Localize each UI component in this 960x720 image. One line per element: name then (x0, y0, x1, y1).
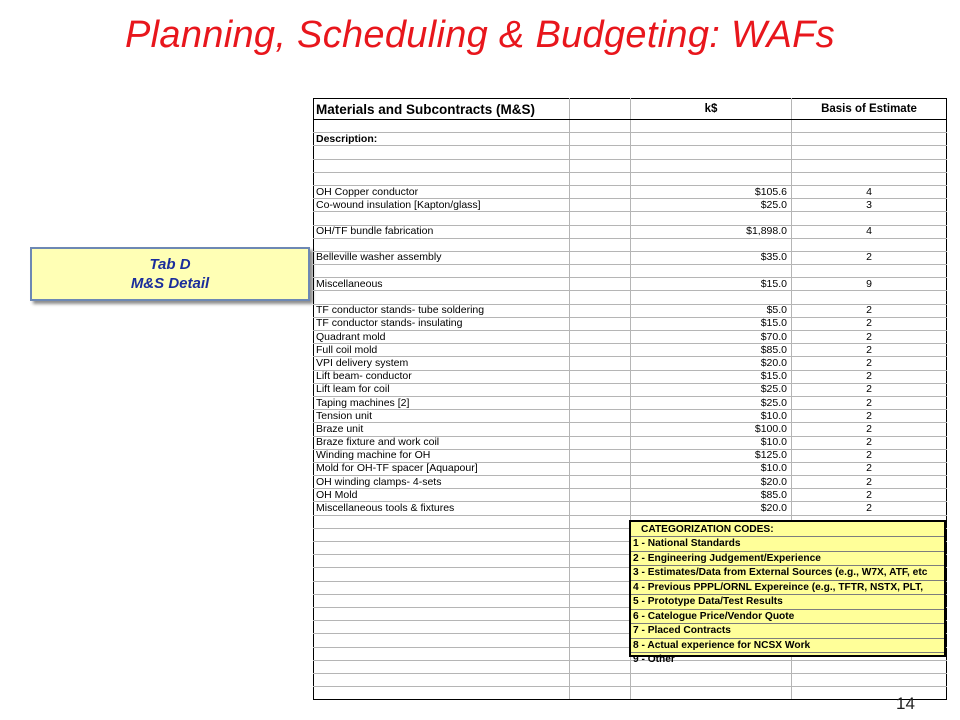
k-dollar-cell: $10.0 (631, 436, 792, 449)
category-code-item: 8 - Actual experience for NCSX Work (631, 638, 944, 653)
k-dollar-cell: $100.0 (631, 423, 792, 436)
k-dollar-cell: $15.0 (631, 278, 792, 291)
table-row (314, 449, 947, 462)
empty-cell (570, 502, 631, 515)
empty-cell (570, 555, 631, 568)
item-cell (314, 687, 570, 700)
header-empty-cell (570, 99, 631, 120)
table-row (314, 225, 947, 238)
table-row (314, 344, 947, 357)
empty-cell (570, 515, 631, 528)
basis-cell (792, 212, 947, 225)
basis-cell (792, 673, 947, 686)
empty-cell (570, 331, 631, 344)
item-cell (314, 172, 570, 185)
basis-cell: 2 (792, 423, 947, 436)
empty-cell (570, 383, 631, 396)
item-cell: TF conductor stands- tube soldering (314, 304, 570, 317)
table-row (314, 462, 947, 475)
empty-cell (570, 159, 631, 172)
item-cell: VPI delivery system (314, 357, 570, 370)
k-dollar-cell (631, 687, 792, 700)
k-dollar-cell: $15.0 (631, 370, 792, 383)
empty-cell (570, 687, 631, 700)
basis-cell: 2 (792, 449, 947, 462)
empty-cell (570, 621, 631, 634)
page-number: 14 (896, 694, 915, 713)
basis-cell: 2 (792, 476, 947, 489)
category-code-item: 4 - Previous PPPL/ORNL Expereince (e.g., TFTR, NSTX, PLT, (631, 580, 944, 595)
empty-cell (570, 528, 631, 541)
item-cell: Tension unit (314, 410, 570, 423)
k-dollar-cell (631, 265, 792, 278)
empty-cell (570, 291, 631, 304)
empty-cell (570, 423, 631, 436)
k-dollar-cell (631, 172, 792, 185)
k-dollar-header: k$ (631, 99, 792, 120)
k-dollar-cell (631, 146, 792, 159)
category-code-item: 2 - Engineering Judgement/Experience (631, 551, 944, 566)
empty-cell (570, 317, 631, 330)
callout-line-1: Tab D (149, 256, 191, 273)
empty-cell (570, 436, 631, 449)
k-dollar-cell: $25.0 (631, 396, 792, 409)
basis-cell: 2 (792, 462, 947, 475)
item-cell: TF conductor stands- insulating (314, 317, 570, 330)
empty-cell (570, 462, 631, 475)
empty-cell (570, 489, 631, 502)
basis-cell: 2 (792, 357, 947, 370)
slide-title: Planning, Scheduling & Budgeting: WAFs (125, 14, 835, 56)
item-cell: Co-wound insulation [Kapton/glass] (314, 199, 570, 212)
callout-line-2: M&S Detail (130, 275, 210, 292)
basis-cell (792, 238, 947, 251)
empty-cell (570, 370, 631, 383)
table-row (314, 673, 947, 686)
description-row (314, 133, 947, 146)
item-cell (314, 542, 570, 555)
table-row (314, 185, 947, 198)
k-dollar-cell: $25.0 (631, 383, 792, 396)
k-dollar-cell: $20.0 (631, 476, 792, 489)
item-cell (314, 594, 570, 607)
table-row (314, 304, 947, 317)
item-cell (314, 265, 570, 278)
item-cell (314, 212, 570, 225)
basis-cell: 2 (792, 502, 947, 515)
item-cell: Lift beam- conductor (314, 370, 570, 383)
item-cell (314, 607, 570, 620)
item-cell: Miscellaneous tools & fixtures (314, 502, 570, 515)
basis-cell: 2 (792, 251, 947, 264)
item-cell (314, 647, 570, 660)
empty-cell (570, 410, 631, 423)
item-cell: OH/TF bundle fabrication (314, 225, 570, 238)
empty-cell (570, 344, 631, 357)
table-row (314, 489, 947, 502)
item-cell (314, 515, 570, 528)
k-dollar-cell: $20.0 (631, 502, 792, 515)
item-cell: Braze unit (314, 423, 570, 436)
basis-cell: 2 (792, 396, 947, 409)
k-dollar-cell (631, 673, 792, 686)
category-code-item: 6 - Catelogue Price/Vendor Quote (631, 609, 944, 624)
item-cell (314, 146, 570, 159)
basis-header: Basis of Estimate (792, 99, 947, 120)
item-cell: Lift leam for coil (314, 383, 570, 396)
empty-cell (570, 199, 631, 212)
item-cell: OH winding clamps- 4-sets (314, 476, 570, 489)
k-dollar-cell: $20.0 (631, 357, 792, 370)
basis-cell (792, 291, 947, 304)
table-row (314, 370, 947, 383)
item-cell (314, 634, 570, 647)
k-dollar-cell (631, 159, 792, 172)
empty-cell (570, 238, 631, 251)
table-row (314, 199, 947, 212)
empty-cell (570, 542, 631, 555)
basis-cell: 4 (792, 225, 947, 238)
k-dollar-cell: $125.0 (631, 449, 792, 462)
table-row (314, 357, 947, 370)
k-dollar-cell: $85.0 (631, 489, 792, 502)
basis-cell: 2 (792, 317, 947, 330)
k-dollar-cell: $15.0 (631, 317, 792, 330)
k-dollar-cell: $85.0 (631, 344, 792, 357)
item-cell: Mold for OH-TF spacer [Aquapour] (314, 462, 570, 475)
empty-cell (570, 357, 631, 370)
basis-cell: 2 (792, 410, 947, 423)
basis-cell: 3 (792, 199, 947, 212)
k-dollar-cell: $1,898.0 (631, 225, 792, 238)
basis-cell: 2 (792, 436, 947, 449)
empty-cell (570, 185, 631, 198)
k-dollar-cell (631, 212, 792, 225)
category-code-item: 1 - National Standards (631, 536, 944, 551)
basis-cell (792, 159, 947, 172)
item-cell: Braze fixture and work coil (314, 436, 570, 449)
table-row (314, 476, 947, 489)
item-cell (314, 159, 570, 172)
k-dollar-cell: $10.0 (631, 410, 792, 423)
item-cell (314, 291, 570, 304)
basis-cell (792, 687, 947, 700)
empty-cell (570, 607, 631, 620)
sheet-title-cell: Materials and Subcontracts (M&S) (314, 99, 570, 120)
empty-cell (570, 251, 631, 264)
item-cell (314, 555, 570, 568)
empty-cell (570, 278, 631, 291)
basis-cell (792, 146, 947, 159)
table-row (314, 278, 947, 291)
category-code-item: 9 - Other (631, 652, 944, 667)
table-row (314, 251, 947, 264)
table-row (314, 331, 947, 344)
categorization-title: CATEGORIZATION CODES: (641, 524, 774, 535)
category-code-item: 5 - Prototype Data/Test Results (631, 594, 944, 609)
table-row (314, 436, 947, 449)
basis-cell (792, 265, 947, 278)
category-code-item: 7 - Placed Contracts (631, 623, 944, 638)
description-label: Description: (314, 133, 570, 146)
k-dollar-cell (631, 291, 792, 304)
item-cell: Taping machines [2] (314, 396, 570, 409)
table-row (314, 172, 947, 185)
item-cell (314, 568, 570, 581)
table-row (314, 291, 947, 304)
empty-cell (570, 581, 631, 594)
categorization-codes-box (629, 520, 946, 665)
empty-cell (570, 634, 631, 647)
table-row (314, 159, 947, 172)
k-dollar-cell: $105.6 (631, 185, 792, 198)
basis-cell: 2 (792, 489, 947, 502)
item-cell: Winding machine for OH (314, 449, 570, 462)
basis-cell: 4 (792, 185, 947, 198)
k-dollar-cell: $5.0 (631, 304, 792, 317)
k-dollar-cell: $35.0 (631, 251, 792, 264)
empty-cell (570, 146, 631, 159)
sheet-header-row (314, 99, 947, 120)
basis-cell: 2 (792, 331, 947, 344)
empty-cell (570, 647, 631, 660)
k-dollar-cell: $70.0 (631, 331, 792, 344)
k-dollar-cell: $10.0 (631, 462, 792, 475)
item-cell: Quadrant mold (314, 331, 570, 344)
item-cell: Full coil mold (314, 344, 570, 357)
categorization-list (631, 536, 944, 667)
table-row (314, 265, 947, 278)
item-cell: OH Copper conductor (314, 185, 570, 198)
empty-cell (570, 304, 631, 317)
item-cell (314, 238, 570, 251)
item-cell (314, 621, 570, 634)
item-cell: Belleville washer assembly (314, 251, 570, 264)
table-row (314, 317, 947, 330)
k-dollar-cell (631, 238, 792, 251)
item-cell (314, 581, 570, 594)
table-row (314, 687, 947, 700)
empty-cell (570, 212, 631, 225)
empty-cell (570, 673, 631, 686)
empty-cell (570, 568, 631, 581)
item-cell: Miscellaneous (314, 278, 570, 291)
basis-cell: 2 (792, 370, 947, 383)
category-code-item: 3 - Estimates/Data from External Sources (e.g., W7X, ATF, etc (631, 565, 944, 580)
item-cell: OH Mold (314, 489, 570, 502)
basis-cell: 2 (792, 304, 947, 317)
empty-cell (570, 449, 631, 462)
table-row (314, 146, 947, 159)
basis-cell: 9 (792, 278, 947, 291)
empty-cell (570, 660, 631, 673)
basis-cell: 2 (792, 344, 947, 357)
basis-cell (792, 172, 947, 185)
basis-cell: 2 (792, 383, 947, 396)
spacer-row (314, 120, 947, 133)
empty-cell (570, 225, 631, 238)
table-row (314, 423, 947, 436)
table-row (314, 396, 947, 409)
table-row (314, 502, 947, 515)
table-row (314, 238, 947, 251)
empty-cell (570, 396, 631, 409)
item-cell (314, 673, 570, 686)
table-row (314, 383, 947, 396)
table-row (314, 212, 947, 225)
tab-d-callout (30, 247, 310, 301)
empty-cell (570, 265, 631, 278)
empty-cell (570, 594, 631, 607)
item-cell (314, 660, 570, 673)
empty-cell (570, 172, 631, 185)
table-row (314, 410, 947, 423)
k-dollar-cell: $25.0 (631, 199, 792, 212)
item-cell (314, 528, 570, 541)
empty-cell (570, 476, 631, 489)
